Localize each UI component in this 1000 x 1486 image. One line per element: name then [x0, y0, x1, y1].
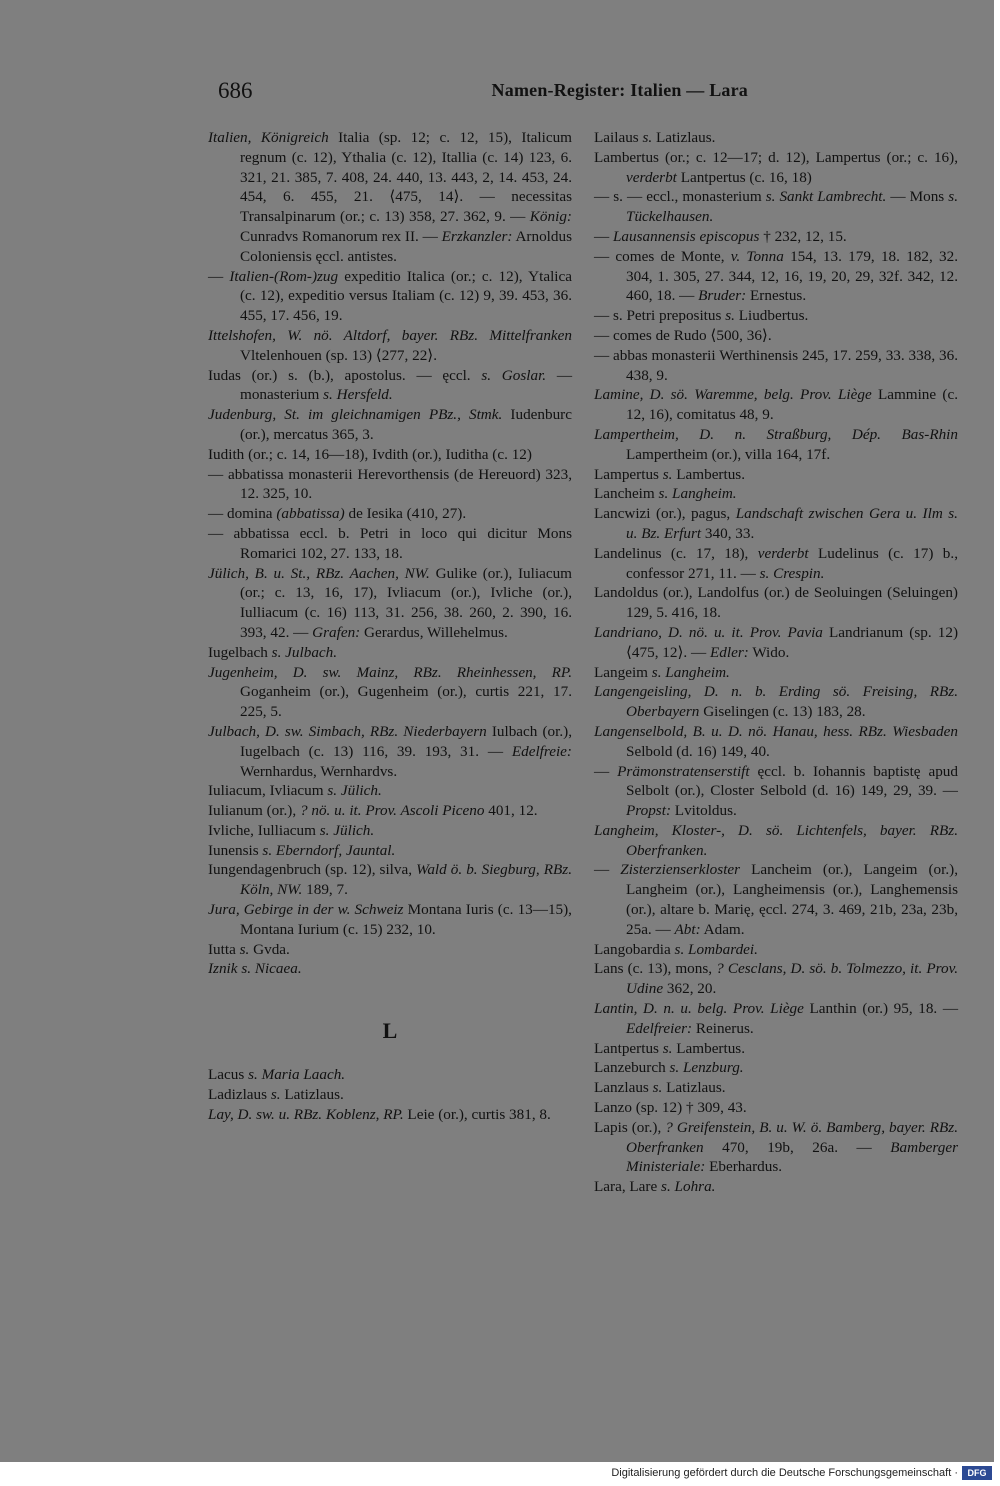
index-entry: — Zisterzienserkloster Lancheim (or.), Langeim (or.), Langheim (or.), Langheimensis (or.), Langhemensis (or.), altare b. Marię, ęccl. 274, 3. 469, 21b, 23a, 23b, 25a. — Abt: Adam.	[594, 861, 959, 938]
index-entry: Iungendagenbruch (sp. 12), silva, Wald ö. b. Siegburg, RBz. Köln, NW. 189, 7.	[208, 861, 572, 899]
index-entry: Julbach, D. sw. Simbach, RBz. Niederbayern Iulbach (or.), Iugelbach (c. 13) 116, 39. 193, 31. — Edelfreie: Wernhardus, Wernhardvs.	[208, 722, 573, 780]
letter-heading: L	[382, 1018, 398, 1044]
header-title: Namen-Register: Italien — Lara	[491, 80, 748, 100]
footer-bar	[0, 1462, 1000, 1486]
index-entry: Iunensis s. Eberndorf, Jauntal.	[208, 841, 396, 859]
left-column	[208, 128, 572, 1124]
index-entry: Jura, Gebirge in der w. Schweiz Montana Iuris (c. 13—15), Montana Iurium (c. 15) 232, 10.	[208, 901, 572, 938]
index-entry: Ladizlaus s. Latizlaus.	[208, 1085, 344, 1103]
index-entry: Langobardia s. Lombardei.	[594, 940, 758, 958]
index-entry: Lay, D. sw. u. RBz. Koblenz, RP. Leie (or.), curtis 381, 8.	[208, 1105, 551, 1123]
index-entry: — Lausannensis episcopus † 232, 12, 15.	[594, 227, 847, 245]
index-entry: Lanzlaus s. Latizlaus.	[594, 1079, 726, 1097]
index-entry: Jülich, B. u. St., RBz. Aachen, NW. Gulike (or.), Iuliacum (or.; c. 13, 16, 17), Ivliacum (or.), Ivliche (or.), Iulliacum (c. 16) 113, 31. 256, 38. 260, 2. 390, 16. 393, 42. — Grafen: Gerardus, Willehelmus.	[208, 564, 572, 641]
index-entry: — abbas monasterii Werthinensis 245, 17. 259, 33. 338, 36. 438, 9.	[594, 346, 958, 384]
index-entry: Lapis (or.), ? Greifenstein, B. u. W. ö. Bamberg, bayer. RBz. Oberfranken 470, 19b, 26a. — Bamberger Ministeriale: Eberhardus.	[594, 1118, 958, 1176]
index-entry: — s. Petri prepositus s. Liudbertus.	[594, 307, 809, 325]
index-entry: Iutta s. Gvda.	[208, 940, 290, 958]
index-entry: Lancheim s. Langheim.	[594, 485, 737, 503]
index-entry: Iudith (or.; c. 14, 16—18), Ivdith (or.), Iuditha (c. 12)	[208, 445, 532, 463]
index-entry: — comes de Monte, v. Tonna 154, 13. 179, 18. 182, 32. 304, 1. 305, 27. 344, 12, 16, 19, 20, 29, 32f. 342, 12. 460, 18. — Bruder: Ernestus.	[594, 247, 958, 305]
index-entry: Landriano, D. nö. u. it. Prov. Pavia Landrianum (sp. 12) ⟨475, 12⟩. — Edler: Wido.	[594, 623, 958, 661]
index-entry: Iugelbach s. Julbach.	[208, 643, 338, 661]
index-entry: Lampertus s. Lambertus.	[594, 465, 746, 483]
index-entry: — s. — eccl., monasterium s. Sankt Lambrecht. — Mons s. Tückelhausen.	[594, 188, 958, 226]
index-entry: Lambertus (or.; c. 12—17; d. 12), Lampertus (or.; c. 16), verderbt Lantpertus (c. 16, 18)	[594, 148, 958, 186]
running-header	[218, 78, 748, 108]
index-entry: — domina (abbatissa) de Iesika (410, 27).	[208, 505, 467, 523]
funding-notice: Digitalisierung gefördert durch die Deutsche Forschungsgemeinschaft ·	[611, 1467, 958, 1479]
index-entry: — abbatissa eccl. b. Petri in loco qui dicitur Mons Romarici 102, 27. 133, 18.	[208, 524, 572, 562]
index-entry: Lacus s. Maria Laach.	[208, 1066, 346, 1084]
index-entry: Langeim s. Langheim.	[594, 663, 730, 681]
index-entry: Iznik s. Nicaea.	[208, 960, 302, 978]
index-entry: Landelinus (c. 17, 18), verderbt Ludelinus (c. 17) b., confessor 271, 11. — s. Crespin.	[594, 544, 958, 582]
index-entry: Lara, Lare s. Lohra.	[594, 1178, 716, 1196]
index-entry: — Prämonstratenserstift ęccl. b. Iohannis baptistę apud Selbolt (or.), Closter Selbold (d. 16) 149, 29, 39. — Propst: Lvitoldus.	[594, 762, 958, 820]
index-entry: Iulianum (or.), ? nö. u. it. Prov. Ascoli Piceno 401, 12.	[208, 802, 538, 820]
index-entry: Judenburg, St. im gleichnamigen PBz., Stmk. Iudenburc (or.), mercatus 365, 3.	[208, 406, 572, 443]
index-entry: Langengeisling, D. n. b. Erding sö. Freising, RBz. Oberbayern Giselingen (c. 13) 183, 28.	[594, 683, 958, 721]
index-entry: Lantin, D. n. u. belg. Prov. Liège Lanthin (or.) 95, 18. — Edelfreier: Reinerus.	[594, 1000, 959, 1037]
index-entry: Langheim, Kloster-, D. sö. Lichtenfels, bayer. RBz. Oberfranken.	[594, 821, 958, 859]
index-entry: Iuliacum, Ivliacum s. Jülich.	[208, 782, 382, 800]
right-column	[594, 128, 958, 1197]
page-number: 686	[218, 78, 253, 103]
index-entry: Lailaus s. Latizlaus.	[594, 129, 716, 146]
index-entry: Lancwizi (or.), pagus, Landschaft zwischen Gera u. Ilm s. u. Bz. Erfurt 340, 33.	[594, 505, 958, 542]
index-entry: Lamine, D. sö. Waremme, belg. Prov. Liège Lammine (c. 12, 16), comitatus 48, 9.	[594, 386, 958, 424]
index-entry: Ivliche, Iulliacum s. Jülich.	[208, 821, 375, 839]
index-entry: Lanzo (sp. 12) † 309, 43.	[594, 1099, 747, 1117]
index-entry: — abbatissa monasterii Herevorthensis (de Hereuord) 323, 12. 325, 10.	[208, 465, 572, 503]
index-entry: — comes de Rudo ⟨500, 36⟩.	[594, 326, 772, 344]
index-entry: Iudas (or.) s. (b.), apostolus. — ęccl. s. Goslar. — monasterium s. Hersfeld.	[208, 366, 573, 404]
index-entry: — Italien-(Rom-)zug expeditio Italica (or.; c. 12), Ytalica (c. 12), expeditio versus Italiam (c. 12) 9, 39. 453, 36. 455, 17. 456, 19.	[208, 267, 573, 325]
index-entry: Lans (c. 13), mons, ? Cesclans, D. sö. b. Tolmezzo, it. Prov. Udine 362, 20.	[594, 960, 958, 998]
index-entry: Lantpertus s. Lambertus.	[594, 1039, 746, 1057]
index-entry: Ittelshofen, W. nö. Altdorf, bayer. RBz. Mittelfranken Vltelenhouen (sp. 13) ⟨277, 22⟩.	[208, 326, 572, 364]
index-entry: Italien, Königreich Italia (sp. 12; c. 12, 15), Italicum regnum (c. 12), Ythalia (c. 12), Itallia (c. 14) 123, 6. 321, 21. 385, 7. 408, 24. 440, 13. 443, 2, 14. 453, 24. 454, 6. 455, 21. ⟨475, 14⟩. — necessitas Transalpinarum (or.; c. 13) 358, 27. 362, 9. — König: Cunradvs Romanorum rex II. — Erzkanzler: Arnoldus Coloniensis ęccl. antistes.	[208, 129, 572, 265]
index-entry: Landoldus (or.), Landolfus (or.) de Seoluingen (Seluingen) 129, 5. 416, 18.	[594, 584, 958, 622]
index-entry: Langenselbold, B. u. D. nö. Hanau, hess. RBz. Wiesbaden Selbold (d. 16) 149, 40.	[594, 722, 958, 760]
dfg-logo: DFG	[962, 1466, 992, 1480]
index-entry: Jugenheim, D. sw. Mainz, RBz. Rheinhessen, RP. Goganheim (or.), Gugenheim (or.), curtis 221, 17. 225, 5.	[208, 663, 572, 721]
index-entry: Lanzeburch s. Lenzburg.	[594, 1059, 744, 1077]
index-entry: Lampertheim, D. n. Straßburg, Dép. Bas-Rhin Lampertheim (or.), villa 164, 17f.	[594, 425, 958, 463]
